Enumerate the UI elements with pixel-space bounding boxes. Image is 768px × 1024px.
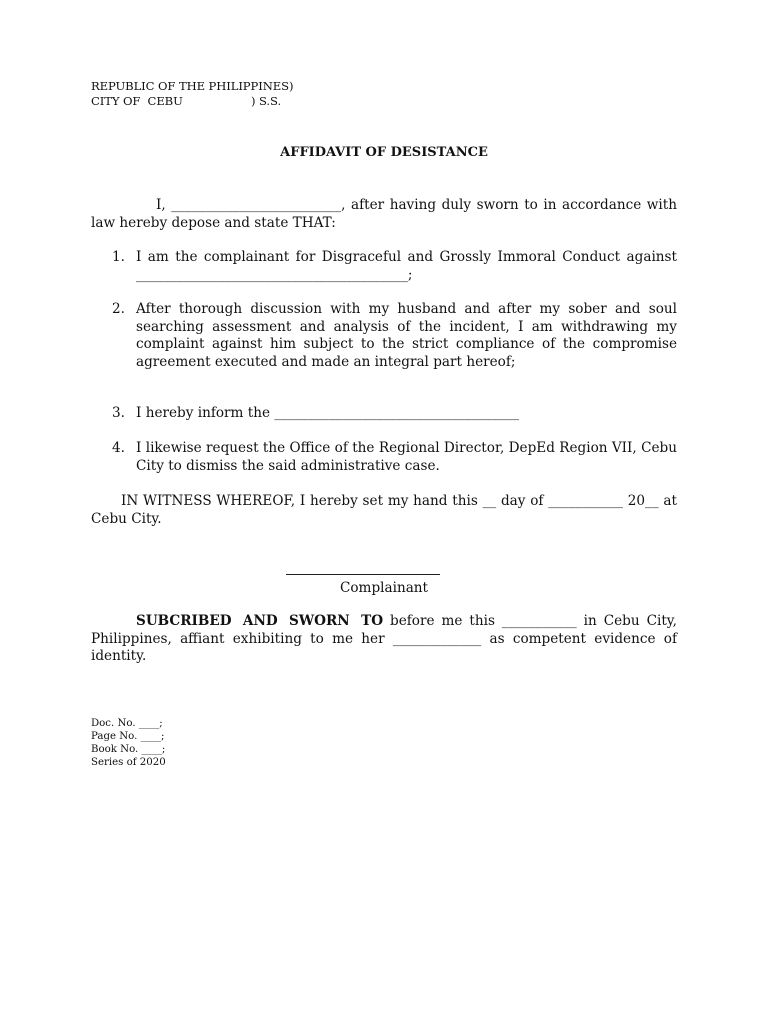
intro-paragraph: I, _________________________, after having duly sworn to in accordance with law hereby depose and state THAT: [91,197,677,231]
signature-line [286,574,440,575]
venue-header [91,79,293,109]
signature-label: Complainant [339,580,429,596]
item-text: I likewise request the Office of the Regional Director, DepEd Region VII, Cebu City to dismiss the said administrative case. [136,440,677,474]
list-item [91,249,677,284]
item-number: 1. [112,249,125,265]
item-number: 3. [112,405,125,421]
doc-no: Doc. No. ____; [91,718,163,729]
jurat-text: before me this ___________ in Cebu City, Philippines, affiant exhibiting to me her _____________ as competent evidence of identity. [91,613,678,664]
item-text: I hereby inform the ____________________________________ [136,405,520,421]
venue-city: CITY OF CEBU [91,94,183,108]
list-item [91,440,677,475]
jurat-bold-lead: SUBCRIBED AND SWORN TO [136,613,384,629]
book-no: Book No. ____; [91,744,166,755]
item-number: 4. [112,440,125,456]
venue-republic: REPUBLIC OF THE PHILIPPINES) [91,79,294,93]
venue-ss: ) S.S. [251,94,282,108]
list-item [91,405,677,423]
venue-city-row [91,94,293,109]
list-item [91,301,677,371]
document-title: AFFIDAVIT OF DESISTANCE [280,145,488,160]
item-text: After thorough discussion with my husband and after my sober and soul searching assessment and analysis of the incident, I am withdrawing my complaint against him subject to the strict compliance of the compromise agreement executed and made an integral part hereof; [136,301,677,370]
witness-paragraph: IN WITNESS WHEREOF, I hereby set my hand this __ day of ___________ 20__ at Cebu City. [91,493,677,527]
item-text: I am the complainant for Disgraceful and Grossly Immoral Conduct against ________________________________________; [136,249,677,283]
series: Series of 2020 [91,757,166,768]
item-number: 2. [112,301,125,317]
notarial-register [91,717,166,769]
jurat-paragraph [91,613,677,666]
page-no: Page No. ____; [91,731,165,742]
